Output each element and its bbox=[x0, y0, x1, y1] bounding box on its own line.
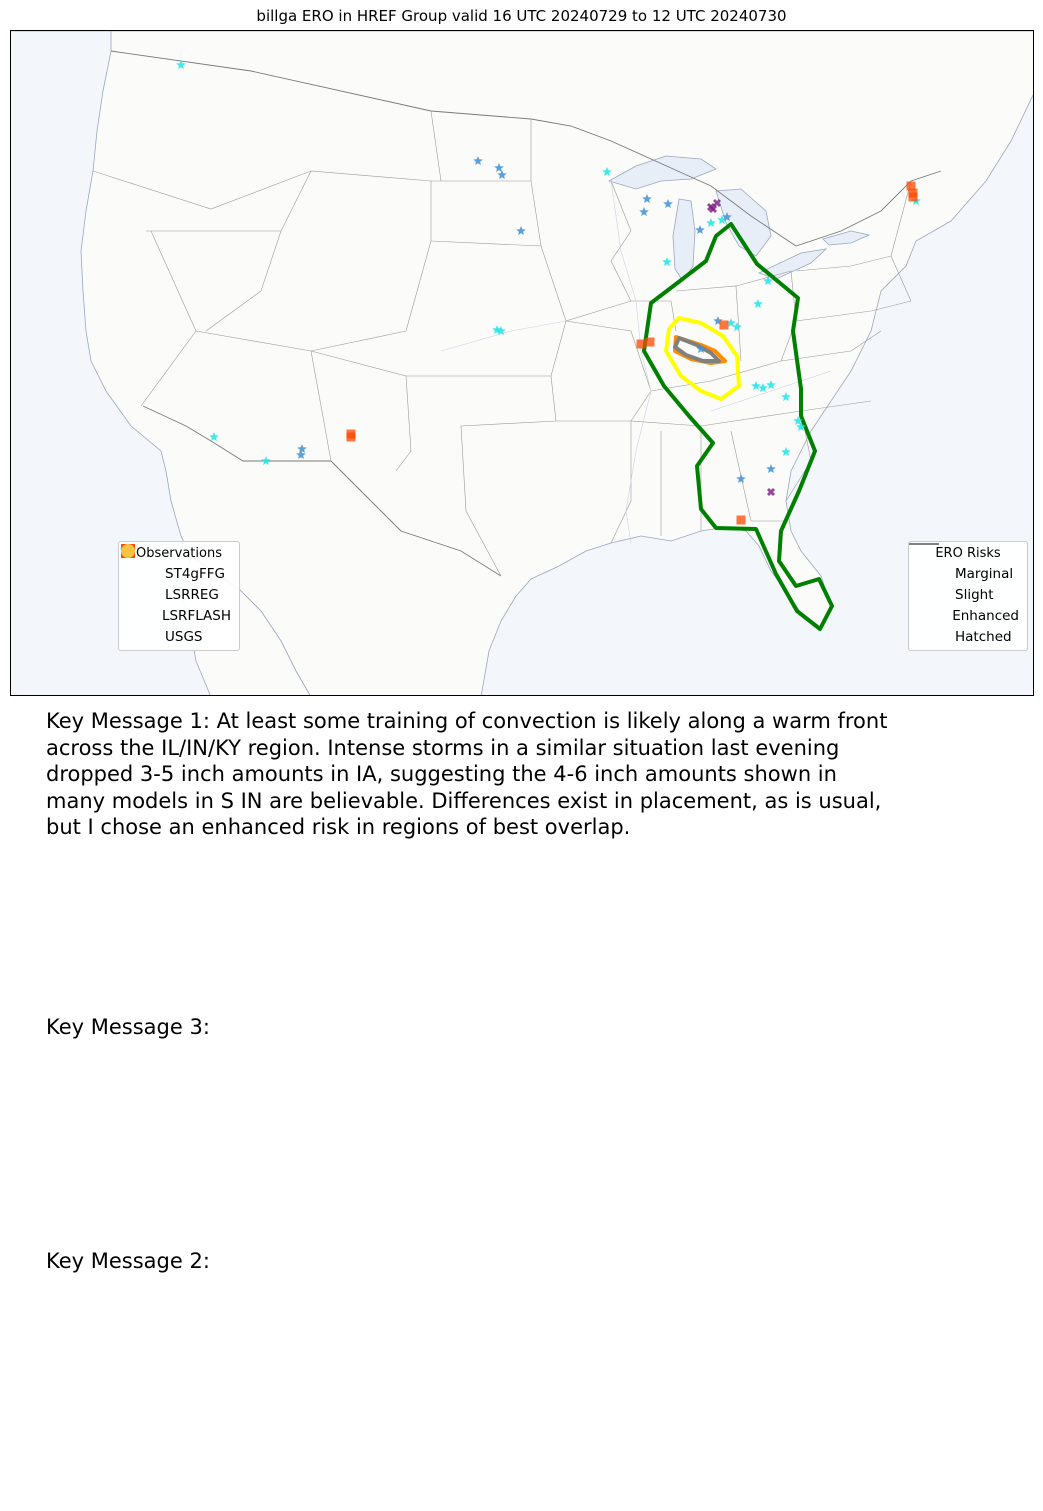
key-message-1-line: Key Message 1: At least some training of convection is likely along a warm front bbox=[46, 709, 888, 733]
legend-item-hatched: Hatched bbox=[917, 626, 1019, 647]
key-message-1 bbox=[46, 708, 1006, 841]
lsrflash-marker bbox=[737, 516, 746, 525]
legend-item-lsrreg: LSRREG bbox=[127, 584, 231, 605]
legend-item-slight: Slight bbox=[917, 584, 1019, 605]
observations-legend-title: Observations bbox=[136, 546, 222, 561]
lsrflash-marker bbox=[637, 340, 646, 349]
key-message-1-line: but I chose an enhanced risk in regions of best overlap. bbox=[46, 815, 631, 839]
key-message-3: Key Message 3: bbox=[46, 1015, 210, 1039]
legend-item-marginal: Marginal bbox=[917, 563, 1019, 584]
map-title: billga ERO in HREF Group valid 16 UTC 20240729 to 12 UTC 20240730 bbox=[256, 7, 787, 25]
key-message-1-line: across the IL/IN/KY region. Intense storms in a similar situation last evening bbox=[46, 735, 840, 760]
ero-risks-legend bbox=[908, 541, 1028, 651]
lsrflash-marker bbox=[909, 193, 918, 202]
ero-map bbox=[10, 30, 1034, 696]
legend-item-st4gffg: ST4gFFG bbox=[127, 563, 231, 584]
lsrflash-marker bbox=[646, 338, 655, 347]
observations-legend bbox=[118, 541, 240, 651]
ero-legend-title: ERO Risks bbox=[935, 546, 1001, 561]
legend-item-usgs: USGS bbox=[127, 626, 231, 647]
key-message-2: Key Message 2: bbox=[46, 1249, 210, 1273]
legend-item-lsrflash: LSRFLASH bbox=[127, 605, 231, 626]
key-message-1-line: many models in S IN are believable. Differences exist in placement, as is usual, bbox=[46, 788, 882, 813]
lsrflash-marker bbox=[347, 430, 356, 439]
legend-item-enhanced: Enhanced bbox=[917, 605, 1019, 626]
lsrflash-marker bbox=[720, 321, 729, 330]
key-message-1-line: dropped 3-5 inch amounts in IA, suggesting the 4-6 inch amounts shown in bbox=[46, 762, 837, 786]
